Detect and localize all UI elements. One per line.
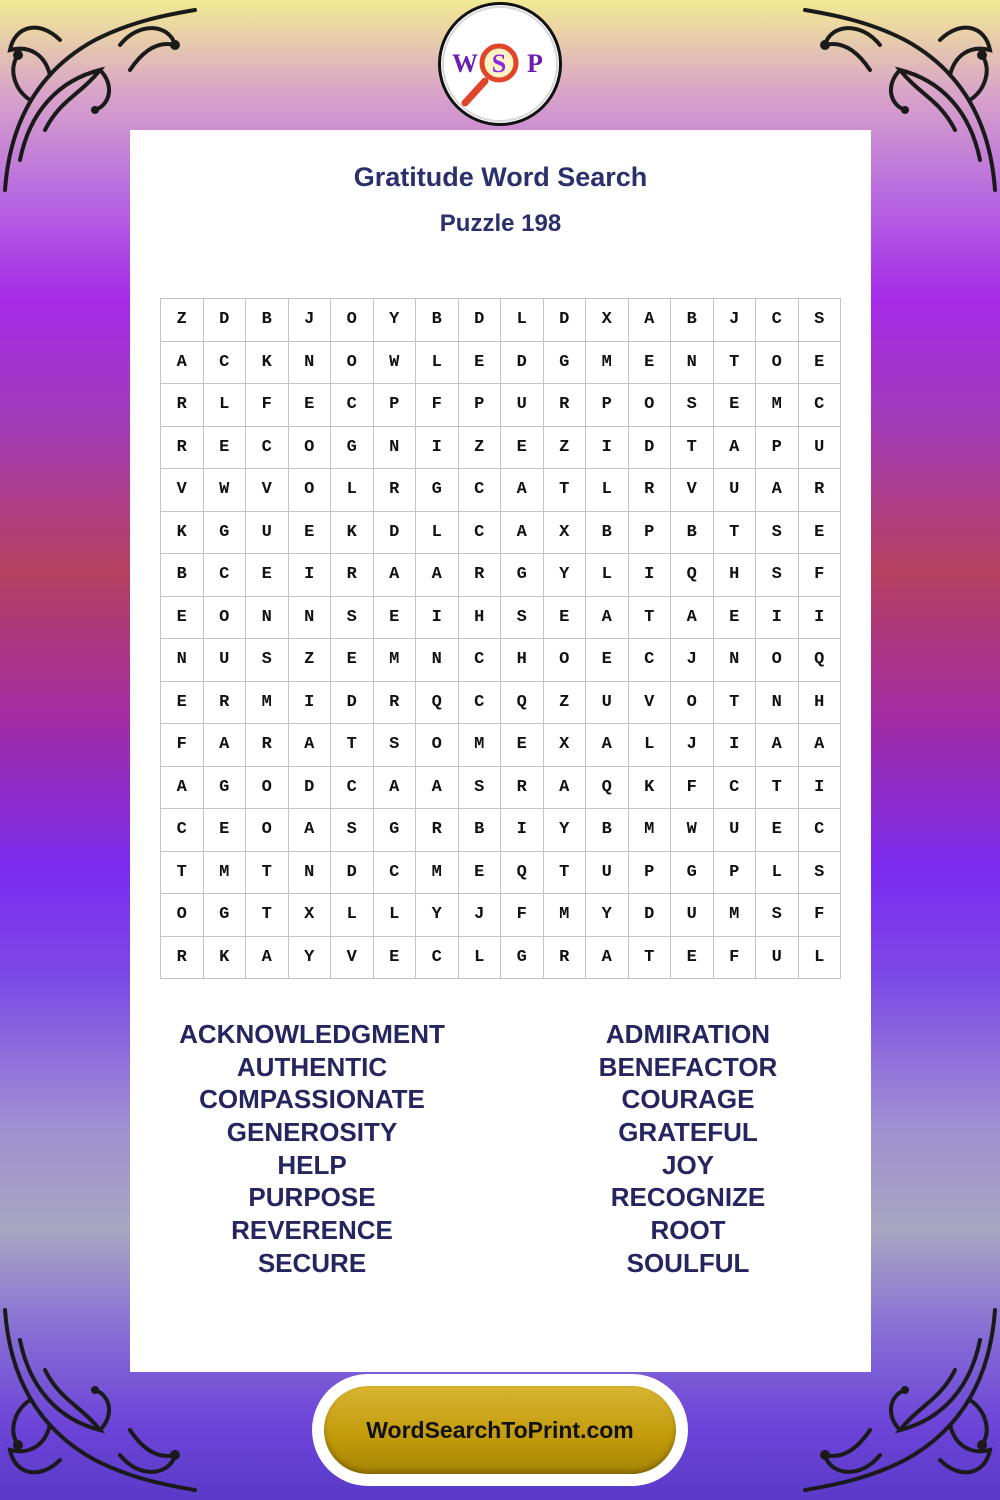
grid-cell[interactable]: Z (289, 639, 332, 682)
grid-cell[interactable]: T (756, 767, 799, 810)
grid-cell[interactable]: U (501, 384, 544, 427)
grid-cell[interactable]: Y (586, 894, 629, 937)
grid-cell[interactable]: E (246, 554, 289, 597)
grid-cell[interactable]: M (374, 639, 417, 682)
grid-cell[interactable]: A (204, 724, 247, 767)
grid-cell[interactable]: E (289, 384, 332, 427)
grid-cell[interactable]: O (289, 427, 332, 470)
grid-cell[interactable]: Y (374, 299, 417, 342)
grid-cell[interactable]: W (374, 342, 417, 385)
grid-cell[interactable]: O (331, 342, 374, 385)
grid-cell[interactable]: E (629, 342, 672, 385)
grid-cell[interactable]: E (586, 639, 629, 682)
grid-cell[interactable]: N (671, 342, 714, 385)
word-list-item: ACKNOWLEDGMENT (179, 1019, 445, 1049)
grid-cell[interactable]: O (204, 597, 247, 640)
grid-cell[interactable]: A (289, 724, 332, 767)
grid-cell[interactable]: V (629, 682, 672, 725)
grid-cell[interactable]: T (246, 852, 289, 895)
grid-cell[interactable]: D (629, 427, 672, 470)
grid-cell[interactable]: I (416, 597, 459, 640)
grid-cell[interactable]: I (501, 809, 544, 852)
grid-cell[interactable]: B (671, 299, 714, 342)
grid-cell[interactable]: P (714, 852, 757, 895)
grid-cell[interactable]: C (204, 342, 247, 385)
grid-cell[interactable]: F (714, 937, 757, 980)
grid-cell[interactable]: R (161, 427, 204, 470)
grid-cell[interactable]: P (374, 384, 417, 427)
word-list-item: SOULFUL (626, 1247, 750, 1278)
grid-cell[interactable]: B (586, 809, 629, 852)
word-list-item: GENEROSITY (226, 1117, 398, 1148)
grid-cell[interactable]: M (204, 852, 247, 895)
grid-cell[interactable]: J (459, 894, 502, 937)
grid-cell[interactable]: K (161, 512, 204, 555)
grid-cell[interactable]: C (246, 427, 289, 470)
grid-cell[interactable]: V (671, 469, 714, 512)
grid-cell[interactable]: E (459, 342, 502, 385)
grid-cell[interactable]: I (799, 597, 842, 640)
grid-cell[interactable]: P (459, 384, 502, 427)
logo-letter-w: W (452, 49, 478, 78)
grid-cell[interactable]: E (374, 597, 417, 640)
grid-cell[interactable]: J (671, 724, 714, 767)
grid-cell[interactable]: A (586, 937, 629, 980)
grid-cell[interactable]: N (289, 597, 332, 640)
grid-cell[interactable]: I (756, 597, 799, 640)
grid-cell[interactable]: A (416, 767, 459, 810)
grid-cell[interactable]: T (246, 894, 289, 937)
word-list-item: ROOT (650, 1215, 726, 1246)
grid-cell[interactable]: T (331, 724, 374, 767)
grid-cell[interactable]: I (416, 427, 459, 470)
grid-cell[interactable]: D (289, 767, 332, 810)
grid-cell[interactable]: L (501, 299, 544, 342)
grid-cell[interactable]: T (714, 342, 757, 385)
grid-cell[interactable]: B (416, 299, 459, 342)
grid-cell[interactable]: Q (501, 852, 544, 895)
grid-cell[interactable]: R (161, 937, 204, 980)
grid-cell[interactable]: A (289, 809, 332, 852)
grid-cell[interactable]: L (799, 937, 842, 980)
grid-cell[interactable]: M (714, 894, 757, 937)
word-list-item: JOY (661, 1149, 715, 1180)
grid-cell[interactable]: O (629, 384, 672, 427)
grid-cell[interactable]: C (161, 809, 204, 852)
grid-cell[interactable]: U (246, 512, 289, 555)
grid-cell[interactable]: S (246, 639, 289, 682)
grid-cell[interactable]: D (374, 512, 417, 555)
grid-cell[interactable]: Q (501, 682, 544, 725)
grid-cell[interactable]: E (501, 724, 544, 767)
grid-cell[interactable]: O (416, 724, 459, 767)
grid-cell[interactable]: W (671, 809, 714, 852)
grid-cell[interactable]: A (629, 299, 672, 342)
grid-cell[interactable]: R (459, 554, 502, 597)
grid-cell[interactable]: D (629, 894, 672, 937)
grid-cell[interactable]: R (544, 384, 587, 427)
grid-cell[interactable]: T (629, 597, 672, 640)
grid-cell[interactable]: E (714, 384, 757, 427)
grid-cell[interactable]: J (714, 299, 757, 342)
grid-cell[interactable]: L (374, 894, 417, 937)
grid-cell[interactable]: O (544, 639, 587, 682)
grid-cell[interactable]: D (459, 299, 502, 342)
grid-cell[interactable]: N (161, 639, 204, 682)
grid-cell[interactable]: K (629, 767, 672, 810)
grid-cell[interactable]: R (544, 937, 587, 980)
grid-cell[interactable]: O (161, 894, 204, 937)
grid-cell[interactable]: I (586, 427, 629, 470)
word-list-item: BENEFACTOR (598, 1051, 778, 1082)
grid-cell[interactable]: S (671, 384, 714, 427)
grid-cell[interactable]: M (756, 384, 799, 427)
grid-cell[interactable]: A (756, 724, 799, 767)
grid-cell[interactable]: O (756, 342, 799, 385)
grid-cell[interactable]: C (331, 767, 374, 810)
grid-cell[interactable]: M (544, 894, 587, 937)
grid-cell[interactable]: S (756, 512, 799, 555)
word-list-item: AUTHENTIC (236, 1051, 388, 1082)
grid-cell[interactable]: E (799, 512, 842, 555)
grid-cell[interactable]: A (374, 767, 417, 810)
grid-cell[interactable]: Q (416, 682, 459, 725)
grid-cell[interactable]: E (374, 937, 417, 980)
grid-cell[interactable]: C (331, 384, 374, 427)
grid-cell[interactable]: P (756, 427, 799, 470)
grid-cell[interactable]: N (289, 852, 332, 895)
grid-cell[interactable]: S (331, 597, 374, 640)
grid-cell[interactable]: U (714, 469, 757, 512)
grid-cell[interactable]: L (629, 724, 672, 767)
grid-cell[interactable]: X (289, 894, 332, 937)
grid-cell[interactable]: S (799, 299, 842, 342)
grid-cell[interactable]: K (204, 937, 247, 980)
grid-cell[interactable]: E (799, 342, 842, 385)
grid-cell[interactable]: G (416, 469, 459, 512)
grid-cell[interactable]: A (374, 554, 417, 597)
grid-cell[interactable]: P (586, 384, 629, 427)
grid-cell[interactable]: G (331, 427, 374, 470)
word-list-item: HELP (277, 1149, 347, 1180)
grid-cell[interactable]: X (544, 512, 587, 555)
grid-cell[interactable]: S (331, 809, 374, 852)
grid-cell[interactable]: N (246, 597, 289, 640)
grid-cell[interactable]: M (416, 852, 459, 895)
grid-cell[interactable]: I (289, 554, 332, 597)
grid-cell[interactable]: A (714, 427, 757, 470)
grid-cell[interactable]: J (289, 299, 332, 342)
grid-cell[interactable]: M (246, 682, 289, 725)
word-list-left-column (132, 1018, 492, 1280)
grid-cell[interactable]: C (459, 682, 502, 725)
grid-cell[interactable]: S (756, 554, 799, 597)
grid-cell[interactable]: X (586, 299, 629, 342)
grid-cell[interactable]: B (459, 809, 502, 852)
grid-cell[interactable]: T (161, 852, 204, 895)
grid-cell[interactable]: D (331, 682, 374, 725)
grid-cell[interactable]: L (331, 894, 374, 937)
grid-cell[interactable]: E (204, 809, 247, 852)
grid-cell[interactable]: T (714, 682, 757, 725)
grid-cell[interactable]: R (629, 469, 672, 512)
grid-cell[interactable]: C (799, 384, 842, 427)
grid-cell[interactable]: T (544, 852, 587, 895)
word-list-item: PURPOSE (248, 1182, 376, 1213)
grid-cell[interactable]: C (416, 937, 459, 980)
grid-cell[interactable]: R (161, 384, 204, 427)
grid-cell[interactable]: D (331, 852, 374, 895)
grid-cell[interactable]: E (204, 427, 247, 470)
grid-cell[interactable]: C (756, 299, 799, 342)
grid-cell[interactable]: A (501, 469, 544, 512)
grid-cell[interactable]: O (246, 767, 289, 810)
grid-cell[interactable]: G (204, 767, 247, 810)
word-list-item: REVERENCE (231, 1215, 393, 1246)
grid-cell[interactable]: S (374, 724, 417, 767)
grid-cell[interactable]: N (374, 427, 417, 470)
grid-cell[interactable]: F (501, 894, 544, 937)
grid-cell[interactable]: E (756, 809, 799, 852)
grid-cell[interactable]: C (459, 469, 502, 512)
word-list-item: ADMIRATION (605, 1019, 771, 1049)
grid-cell[interactable]: R (374, 682, 417, 725)
grid-cell[interactable]: I (629, 554, 672, 597)
grid-cell[interactable]: A (246, 937, 289, 980)
grid-cell[interactable]: D (204, 299, 247, 342)
grid-cell[interactable]: G (204, 512, 247, 555)
grid-cell[interactable]: Y (544, 809, 587, 852)
grid-cell[interactable]: O (671, 682, 714, 725)
grid-cell[interactable]: O (289, 469, 332, 512)
grid-cell[interactable]: Y (544, 554, 587, 597)
word-list-item: GRATEFUL (618, 1117, 758, 1148)
word-list-item: RECOGNIZE (610, 1182, 766, 1213)
grid-cell[interactable]: Y (416, 894, 459, 937)
grid-cell[interactable]: R (331, 554, 374, 597)
grid-cell[interactable]: N (756, 682, 799, 725)
grid-cell[interactable]: S (799, 852, 842, 895)
word-list-item: COMPASSIONATE (199, 1084, 425, 1115)
grid-cell[interactable]: A (586, 724, 629, 767)
grid-cell[interactable]: N (714, 639, 757, 682)
grid-cell[interactable]: C (799, 809, 842, 852)
grid-cell[interactable]: U (204, 639, 247, 682)
grid-cell[interactable]: Z (544, 682, 587, 725)
grid-cell[interactable]: K (246, 342, 289, 385)
grid-cell[interactable]: B (246, 299, 289, 342)
grid-cell[interactable]: R (374, 469, 417, 512)
grid-cell[interactable]: C (204, 554, 247, 597)
grid-cell[interactable]: F (799, 894, 842, 937)
grid-cell[interactable]: L (459, 937, 502, 980)
grid-cell[interactable]: O (331, 299, 374, 342)
grid-cell[interactable]: I (799, 767, 842, 810)
grid-cell[interactable]: D (501, 342, 544, 385)
grid-cell[interactable]: R (799, 469, 842, 512)
grid-cell[interactable]: V (246, 469, 289, 512)
website-button[interactable]: WordSearchToPrint.com (324, 1386, 676, 1474)
puzzle-sheet (130, 130, 871, 1372)
grid-cell[interactable]: V (161, 469, 204, 512)
grid-cell[interactable]: Z (544, 427, 587, 470)
grid-cell[interactable]: U (799, 427, 842, 470)
grid-cell[interactable]: G (544, 342, 587, 385)
grid-cell[interactable]: P (629, 512, 672, 555)
grid-cell[interactable]: G (374, 809, 417, 852)
wsp-logo[interactable] (438, 2, 562, 126)
grid-cell[interactable]: H (459, 597, 502, 640)
grid-cell[interactable]: A (544, 767, 587, 810)
grid-cell[interactable]: M (629, 809, 672, 852)
grid-cell[interactable]: A (501, 512, 544, 555)
puzzle-title: Gratitude Word Search (353, 162, 648, 192)
grid-cell[interactable]: N (416, 639, 459, 682)
grid-cell[interactable]: L (586, 469, 629, 512)
grid-cell[interactable]: U (714, 809, 757, 852)
grid-cell[interactable]: Q (586, 767, 629, 810)
grid-cell[interactable]: O (756, 639, 799, 682)
grid-cell[interactable]: N (289, 342, 332, 385)
grid-cell[interactable]: M (586, 342, 629, 385)
grid-cell[interactable]: A (756, 469, 799, 512)
grid-cell[interactable]: Q (799, 639, 842, 682)
grid-cell[interactable]: T (544, 469, 587, 512)
grid-cell[interactable]: A (799, 724, 842, 767)
grid-cell[interactable]: A (416, 554, 459, 597)
grid-cell[interactable]: F (671, 767, 714, 810)
grid-cell[interactable]: G (501, 937, 544, 980)
grid-cell[interactable]: E (161, 682, 204, 725)
word-list-item: SECURE (257, 1247, 367, 1278)
grid-cell[interactable]: L (586, 554, 629, 597)
grid-cell[interactable]: B (586, 512, 629, 555)
grid-cell[interactable]: S (756, 894, 799, 937)
grid-cell[interactable]: A (161, 767, 204, 810)
grid-cell[interactable]: Z (459, 427, 502, 470)
grid-cell[interactable]: R (416, 809, 459, 852)
grid-cell[interactable]: P (629, 852, 672, 895)
grid-cell[interactable]: F (416, 384, 459, 427)
grid-cell[interactable]: X (544, 724, 587, 767)
grid-cell[interactable]: L (756, 852, 799, 895)
grid-cell[interactable]: T (629, 937, 672, 980)
grid-cell[interactable]: R (246, 724, 289, 767)
grid-cell[interactable]: D (544, 299, 587, 342)
grid-cell[interactable]: E (714, 597, 757, 640)
grid-cell[interactable]: M (459, 724, 502, 767)
grid-cell[interactable]: E (161, 597, 204, 640)
letter-grid (160, 298, 841, 979)
grid-cell[interactable]: H (714, 554, 757, 597)
grid-cell[interactable]: H (799, 682, 842, 725)
grid-cell[interactable]: O (246, 809, 289, 852)
grid-cell[interactable]: U (586, 852, 629, 895)
grid-cell[interactable]: U (586, 682, 629, 725)
grid-cell[interactable]: T (671, 427, 714, 470)
grid-cell[interactable]: A (671, 597, 714, 640)
grid-cell[interactable]: A (586, 597, 629, 640)
word-list-item: COURAGE (621, 1084, 755, 1115)
grid-cell[interactable]: E (289, 512, 332, 555)
grid-cell[interactable]: L (204, 384, 247, 427)
grid-cell[interactable]: J (671, 639, 714, 682)
grid-cell[interactable]: C (374, 852, 417, 895)
grid-cell[interactable]: L (416, 342, 459, 385)
grid-cell[interactable]: F (161, 724, 204, 767)
grid-cell[interactable]: S (501, 597, 544, 640)
grid-cell[interactable]: F (246, 384, 289, 427)
grid-cell[interactable]: A (161, 342, 204, 385)
grid-cell[interactable]: C (714, 767, 757, 810)
grid-cell[interactable]: E (671, 937, 714, 980)
grid-cell[interactable]: T (714, 512, 757, 555)
grid-cell[interactable]: R (501, 767, 544, 810)
grid-cell[interactable]: K (331, 512, 374, 555)
grid-cell[interactable]: F (799, 554, 842, 597)
grid-cell[interactable]: H (501, 639, 544, 682)
grid-cell[interactable]: E (459, 852, 502, 895)
grid-cell[interactable]: Q (671, 554, 714, 597)
grid-cell[interactable]: G (671, 852, 714, 895)
grid-cell[interactable]: E (501, 427, 544, 470)
grid-cell[interactable]: S (459, 767, 502, 810)
grid-cell[interactable]: R (204, 682, 247, 725)
grid-cell[interactable]: B (671, 512, 714, 555)
logo-letter-s: S (491, 49, 507, 78)
grid-cell[interactable]: C (629, 639, 672, 682)
grid-cell[interactable]: G (501, 554, 544, 597)
footer-pill (312, 1374, 688, 1486)
grid-cell[interactable]: L (416, 512, 459, 555)
grid-cell[interactable]: I (289, 682, 332, 725)
grid-cell[interactable]: G (204, 894, 247, 937)
grid-cell[interactable]: W (204, 469, 247, 512)
grid-cell[interactable]: I (714, 724, 757, 767)
grid-cell[interactable]: E (544, 597, 587, 640)
grid-cell[interactable]: C (459, 512, 502, 555)
grid-cell[interactable]: B (161, 554, 204, 597)
grid-cell[interactable]: Y (289, 937, 332, 980)
grid-cell[interactable]: Z (161, 299, 204, 342)
grid-cell[interactable]: C (459, 639, 502, 682)
grid-cell[interactable]: E (331, 639, 374, 682)
grid-cell[interactable]: L (331, 469, 374, 512)
word-list-right-column (508, 1018, 868, 1280)
puzzle-number: Puzzle 198 (439, 210, 562, 237)
grid-cell[interactable]: U (671, 894, 714, 937)
logo-letter-p: P (527, 49, 543, 78)
grid-cell[interactable]: U (756, 937, 799, 980)
grid-cell[interactable]: V (331, 937, 374, 980)
